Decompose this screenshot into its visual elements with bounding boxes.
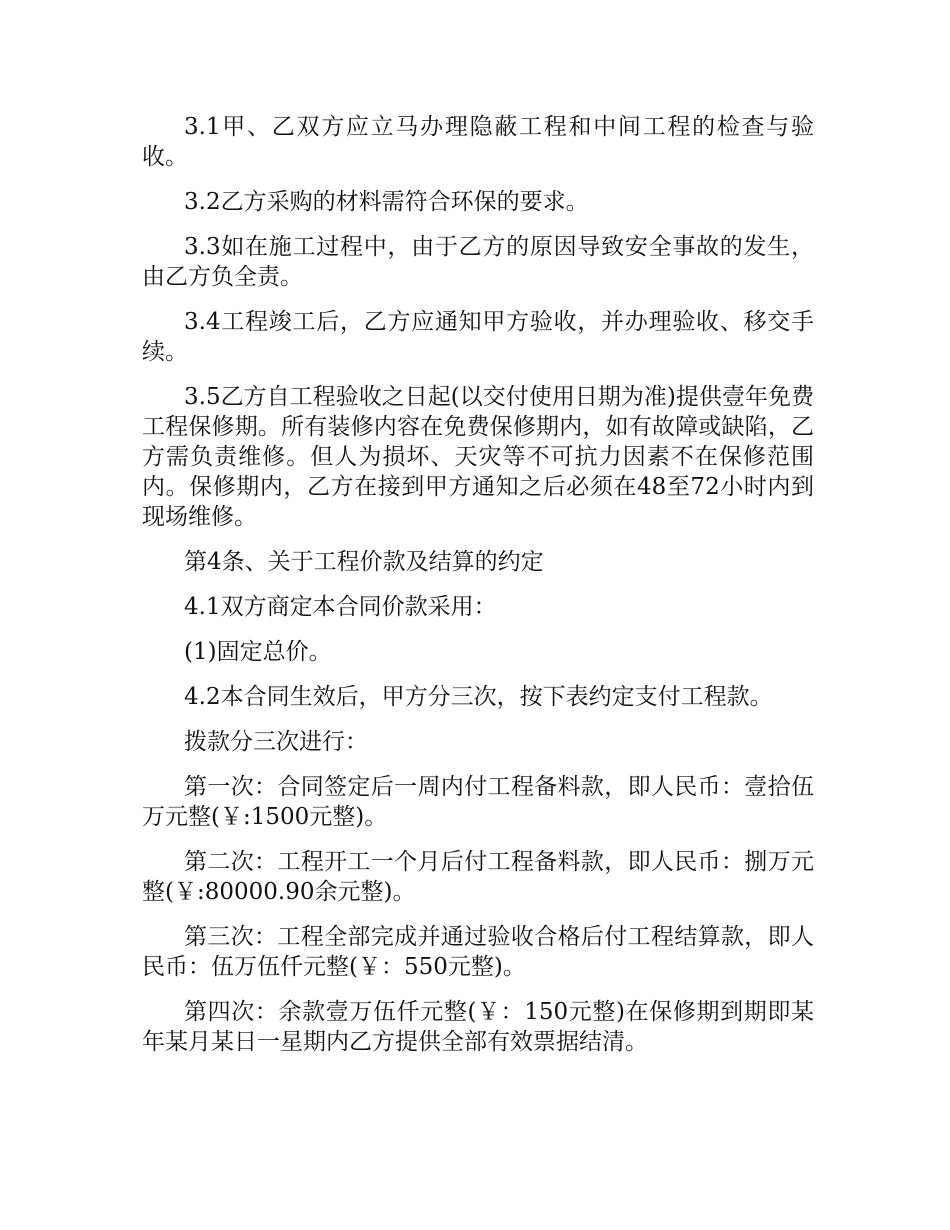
clause-4-1: 4.1双方商定本合同价款采用： — [184, 594, 497, 620]
clause-3-5: 3.5乙方自工程验收之日起(以交付使用日期为准)提供壹年免费工程保修期。所有装修内容在免费保修期内，如有故障或缺陷，乙方需负责维修。但人为损坏、天灾等不可抗力因素不在保修范围内。保修期内，乙方在接到甲方通知之后必须在48至72小时内到现场维修。 — [142, 384, 814, 530]
payment-third: 第三次：工程全部完成并通过验收合格后付工程结算款，即人民币：伍万伍仟元整(￥：550元整)。 — [142, 924, 814, 980]
clause-3-3: 3.3如在施工过程中，由于乙方的原因导致安全事故的发生，由乙方负全责。 — [142, 234, 814, 290]
section-4-heading: 第4条、关于工程价款及结算的约定 — [184, 549, 544, 575]
payment-intro: 拨款分三次进行： — [184, 729, 368, 755]
clause-3-1: 3.1甲、乙双方应立马办理隐蔽工程和中间工程的检查与验收。 — [142, 114, 814, 170]
clause-3-4: 3.4工程竣工后，乙方应通知甲方验收，并办理验收、移交手续。 — [142, 309, 814, 365]
payment-first: 第一次：合同签定后一周内付工程备料款，即人民币：壹拾伍万元整(￥:1500元整)。 — [142, 774, 814, 830]
clause-3-2: 3.2乙方采购的材料需符合环保的要求。 — [184, 189, 589, 215]
clause-4-2: 4.2本合同生效后，甲方分三次，按下表约定支付工程款。 — [184, 684, 773, 710]
clause-4-1-item-1: (1)固定总价。 — [184, 639, 332, 665]
payment-second: 第二次：工程开工一个月后付工程备料款，即人民币：捌万元整(￥:80000.90余元整)。 — [142, 849, 814, 905]
payment-fourth: 第四次：余款壹万伍仟元整(￥：150元整)在保修期到期即某年某月某日一星期内乙方提供全部有效票据结清。 — [142, 999, 814, 1055]
document-page — [142, 112, 814, 1072]
